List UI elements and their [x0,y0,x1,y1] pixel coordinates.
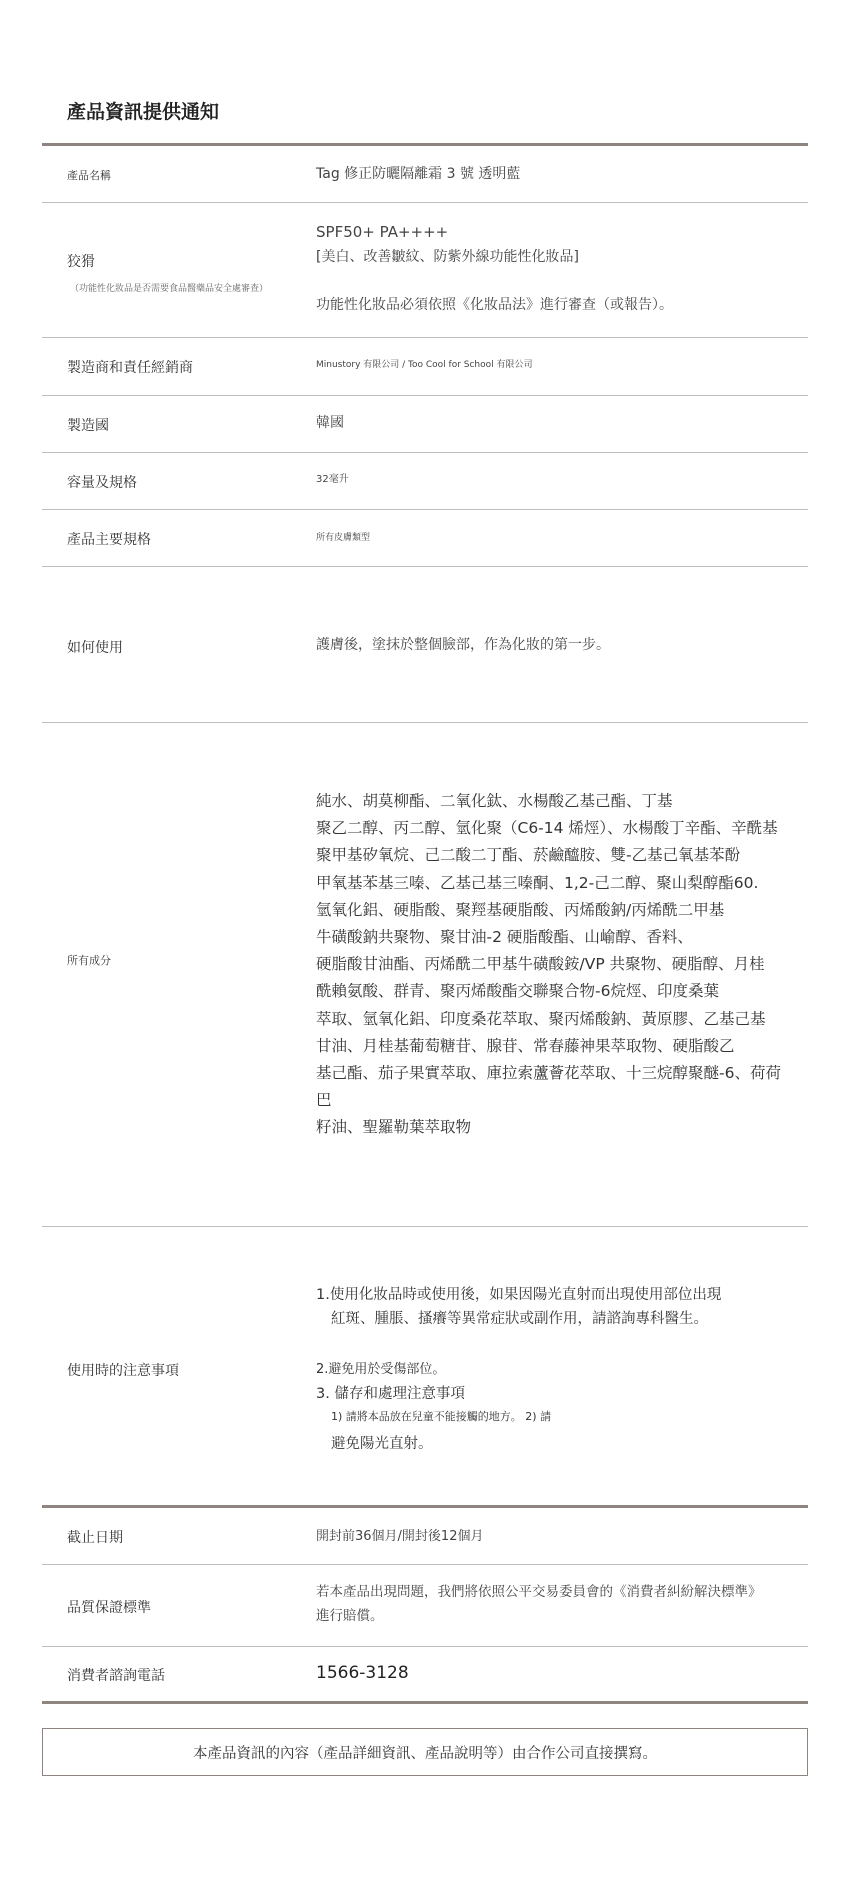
row-divider [42,202,808,203]
ingredient-line: 牛磺酸鈉共聚物、聚甘油-2 硬脂酸酯、山崳醇、香料、 [316,928,693,947]
ingredients-label: 所有成分 [67,954,111,967]
caution-line-1: 1.使用化妝品時或使用後，如果因陽光直射而出現使用部位出現 [316,1287,722,1303]
row-divider [42,509,808,510]
spec-value: 所有皮膚類型 [316,533,371,543]
row-divider [42,452,808,453]
quality-line-1: 若本產品出現問題，我們將依照公平交易委員會的《消費者糾紛解決標準》 [316,1584,762,1600]
caution-line-4: 3. 儲存和處理注意事項 [316,1386,465,1402]
ingredient-line: 聚乙二醇、丙二醇、氫化聚（C6-14 烯烴）、水楊酸丁辛酯、辛酰基 [316,819,778,838]
ingredient-line: 萃取、氫氧化鋁、印度桑花萃取、聚丙烯酸鈉、黃原膠、乙基己基 [316,1009,766,1028]
function-label: 狡猾 [67,254,95,270]
caution-line-2: 紅斑、腫脹、搔癢等異常症狀或副作用，請諮詢專科醫生。 [331,1311,708,1327]
ingredients-list [316,788,796,1142]
capacity-value: 32毫升 [316,474,349,485]
row-divider [42,1226,808,1227]
phone-value: 1566-3128 [316,1663,409,1683]
ingredient-line: 氫氧化鋁、硬脂酸、聚羥基硬脂酸、丙烯酸鈉/丙烯酰二甲基 [316,900,725,919]
notice-text: 本產品資訊的內容（產品詳細資訊、產品說明等）由合作公司直接撰寫。 [193,1746,657,1762]
ingredient-line: 籽油、聖羅勒葉萃取物 [316,1118,472,1137]
expiry-value: 開封前36個月/開封後12個月 [316,1529,484,1544]
table-top-border [42,143,808,146]
ingredient-line: 硬脂酸甘油酯、丙烯酰二甲基牛磺酸銨/VP 共聚物、硬脂醇、月桂 [316,955,765,974]
section-divider [42,1505,808,1508]
ingredient-line: 酰賴氨酸、群青、聚丙烯酸酯交聯聚合物-6烷烴、印度桑葉 [316,982,719,1001]
expiry-label: 截止日期 [67,1530,123,1546]
maker-value: Minustory 有限公司 / Too Cool for School 有限公司 [316,360,533,370]
country-value: 韓國 [316,415,344,431]
ingredient-line: 聚甲基矽氧烷、己二酸二丁酯、菸鹼醯胺、雙-乙基己氧基苯酚 [316,846,741,865]
usage-value: 護膚後，塗抹於整個臉部，作為化妝的第一步。 [316,637,610,653]
ingredient-line: 甘油、月桂基葡萄糖苷、腺苷、常春藤神果萃取物、硬脂酸乙 [316,1036,735,1055]
caution-line-3: 2.避免用於受傷部位。 [316,1362,446,1377]
capacity-label: 容量及規格 [67,475,137,491]
table-bottom-border [42,1701,808,1704]
maker-label: 製造商和責任經銷商 [67,360,193,376]
product-name-value: Tag 修正防曬隔離霜 3 號 透明藍 [316,166,521,182]
caution-line-6: 避免陽光直射。 [331,1436,433,1452]
row-divider [42,1646,808,1647]
caution-label: 使用時的注意事項 [67,1363,179,1379]
product-name-label: 產品名稱 [67,169,111,182]
row-divider [42,566,808,567]
row-divider [42,722,808,723]
quality-line-2: 進行賠償。 [316,1608,384,1624]
country-label: 製造國 [67,418,109,434]
row-divider [42,337,808,338]
ingredient-line: 基己酯、茄子果實萃取、庫拉索蘆薈花萃取、十三烷醇聚醚-6、荷荷巴 [316,1064,781,1110]
row-divider [42,395,808,396]
spec-label: 產品主要規格 [67,532,151,548]
function-spf: SPF50+ PA++++ [316,223,449,241]
notice-box [42,1728,808,1776]
function-review-note: 功能性化妝品必須依照《化妝品法》進行審查（或報告）。 [316,297,673,313]
function-sublabel: （功能性化妝品是否需要食品醫藥品安全處審查） [70,284,269,294]
caution-line-5: 1) 請將本品放在兒童不能接觸的地方。 2) 請 [331,1410,552,1423]
row-divider [42,1564,808,1565]
page-title: 產品資訊提供通知 [67,101,220,123]
usage-label: 如何使用 [67,640,123,656]
ingredient-line: 甲氧基苯基三嗪、乙基己基三嗪酮、1,2-己二醇、聚山梨醇酯60. [316,873,759,892]
function-category: [美白、改善皺紋、防紫外線功能性化妝品] [316,249,579,265]
ingredient-line: 純水、胡莫柳酯、二氧化鈦、水楊酸乙基己酯、丁基 [316,792,673,810]
phone-label: 消費者諮詢電話 [67,1668,165,1684]
quality-label: 品質保證標準 [67,1600,151,1616]
